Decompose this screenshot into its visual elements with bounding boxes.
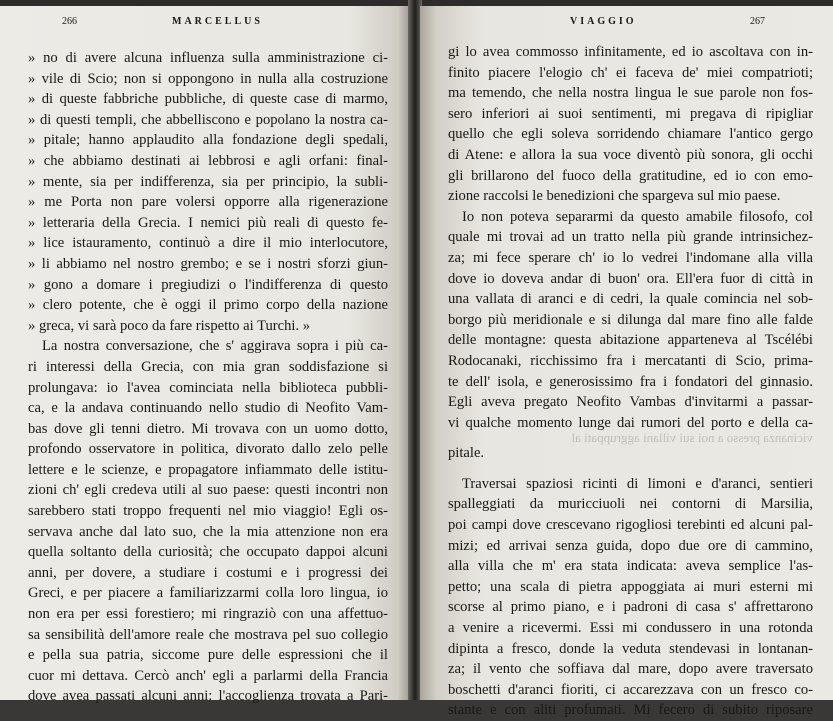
left-page-number: 266: [62, 16, 77, 27]
paragraph-start-line: Traversai spaziosi ricinti di limoni e d'aranci, sentieri: [462, 475, 813, 492]
left-running-head: MARCELLUS: [172, 16, 263, 27]
text-line: » gono a domare i pregiudizi o l'indifferenza di questo: [28, 276, 388, 293]
text-line: zione raccolsi le benedizioni che spargeva sul mio paese.: [448, 188, 781, 205]
text-line: petto; una scala di pietra appoggiata ai muri esterni mi: [448, 578, 813, 595]
text-line: ma temendo, che nella nostra lingua le sue parole non fos-: [448, 85, 813, 102]
text-line: sa sensibilità dell'amore reale che mostrava pel suo collegio: [28, 626, 388, 643]
text-line: gli brillarono del fuoco della gratitudine, ed io con emo-: [448, 167, 813, 184]
text-line: boschetti d'aranci fioriti, ci accarezzava con un fresco co-: [448, 681, 813, 698]
text-line: » mente, sia per indifferenza, sia per principio, la subli-: [28, 173, 388, 190]
text-line: stante e con aliti profumati. Mi fecero di subito riposare: [448, 702, 813, 719]
text-line: Rodocanaki, ricchissimo fra i mercatanti di Scio, prima-: [448, 352, 813, 369]
text-line: dove io doveva andar di buon' ora. Ell'era fuor di città in: [448, 270, 813, 287]
text-line: finito piacere l'elogio ch' ei faceva de' miei compatrioti;: [448, 64, 813, 81]
text-line: sarebbero stati troppo frequenti nel mio viaggio! Egli os-: [28, 503, 388, 520]
text-line: ca, e la andava continuando nello studio di Neofito Vam-: [28, 400, 388, 417]
text-line: » letteraria della Grecia. I nemici più reali di questo fe-: [28, 214, 388, 231]
text-line: e pella sua patria, siccome pure delle espressioni che il: [28, 647, 388, 664]
text-line: Egli aveva pregato Neofito Vambas d'invitarmi a passar-: [448, 394, 813, 411]
text-line: pitale.: [448, 445, 485, 462]
text-line: alla villa che m' era stata indicata: aveva semplice l'as-: [448, 558, 813, 575]
text-line: » clero potente, che è oggi il primo corpo della nazione: [28, 297, 388, 314]
text-line: profondo osservatore in politica, divorato dallo zelo pelle: [28, 441, 388, 458]
text-line: anni, per dovere, a studiare i costumi e i progressi dei: [28, 564, 388, 581]
text-line: mizi; ed arrivai senza guida, dopo due ore di cammino,: [448, 537, 813, 554]
text-line: scorse al primo piano, e i padroni di casa s' affrettarono: [448, 599, 813, 616]
text-line: » lice istauramento, continuò a dire il mio interlocutore,: [28, 235, 388, 252]
left-page: [0, 6, 410, 705]
text-line: » greca, vi sarà poco da fare rispetto ai Turchi. »: [28, 317, 311, 334]
right-page-body: [448, 42, 813, 721]
text-line: una vallata di aranci e di cedri, la quale comincia nel sob-: [448, 291, 813, 308]
text-line: » di questi templi, che abbelliscono e popolano la nostra ca-: [28, 111, 388, 128]
text-line: a venire a ricevermi. Essi mi condussero in una rotonda: [448, 620, 813, 637]
left-page-body: [28, 48, 388, 707]
text-line: zioni ch' egli credeva utili al suo paese: questi incontri non: [28, 482, 388, 499]
text-line: prolungava: io l'avea cominciata nella biblioteca pubbli-: [28, 379, 388, 396]
text-line: dipinta a fresco, donde la veduta stendevasi in lontanan-: [448, 640, 813, 657]
right-running-head: VIAGGIO: [570, 16, 637, 27]
text-line: poi campi dove crescevano rigogliosi terebinti ed alcuni pal-: [448, 517, 813, 534]
text-line: » pitale; hanno applaudito alla fondazione degli spedali,: [28, 132, 388, 149]
text-line: bas dove gli tenni dietro. Mi trovava con un uomo dotto,: [28, 420, 388, 437]
text-line: » no di avere alcuna influenza sulla amministrazione ci-: [28, 50, 388, 66]
text-line: spalleggiati da muricciuoli nei contorni di Marsilia,: [448, 496, 813, 513]
text-line: » vile di Scio; non si oppongono in nulla alla costruzione: [28, 70, 388, 87]
text-line: non era per essi forestiero; mi ringraziò con una affettuo-: [28, 606, 388, 623]
show-through-text: vicinanza presso a noi sui villani aggruppati al: [571, 430, 813, 446]
text-line: quale mi trovai ad un tratto nella più grande intrinsichez-: [448, 229, 813, 246]
text-line: cuor mi dettava. Cercò anch' egli a parlarmi della Francia: [28, 667, 388, 684]
text-line: delle montagne: questa abitazione apparteneva al Tscélébi: [448, 332, 813, 349]
text-line: servava anche dal lato suo, che la mia attenzione non era: [28, 523, 388, 540]
text-line: za; mi fece sperare ch' io lo vedrei l'indomane alla villa: [448, 249, 813, 266]
paragraph-start-line: La nostra conversazione, che s' aggirava sopra i più ca-: [42, 338, 388, 355]
text-line: quella soltanto della curiosità; che occupato dappoi alcuni: [28, 544, 388, 561]
text-line: vi qualche momento lunge dai rumori del porto e della ca-: [448, 414, 813, 431]
text-line: » che abbiamo destinati ai lebbrosi e agli orfani: final-: [28, 152, 388, 169]
text-line: » di queste fabbriche pubbliche, di queste case di marmo,: [28, 91, 388, 108]
text-line: borgo più meridionale e si dilunga dal mare fino alle falde: [448, 311, 813, 328]
text-line: lettere e le scienze, e propagatore infiammato delle istitu-: [28, 461, 388, 478]
text-line: » me Porta non pare volersi opporre alla rigenerazione: [28, 194, 388, 211]
text-line: za; il vento che soffiava dal mare, dopo avere traversato: [448, 661, 813, 678]
text-line: gi lo avea commosso infinitamente, ed io ascoltava con in-: [448, 44, 813, 60]
text-line: ri interessi della Grecia, con mia gran soddisfazione si: [28, 358, 388, 375]
text-line: te dell' isola, e generosissimo fra i fondatori del ginnasio.: [448, 373, 813, 390]
left-page-header: [0, 6, 410, 28]
text-line: dove avea passati alcuni anni: l'accoglienza trovata a Pari-: [28, 688, 388, 705]
right-page-number: 267: [750, 16, 765, 27]
text-line: quello che egli soleva sorridendo chiamare l'antico gergo: [448, 126, 813, 143]
text-line: di Atene: e allora la sua voce diventò più sonora, gli occhi: [448, 146, 813, 163]
right-page-header: [420, 6, 833, 28]
paragraph-start-line: Io non poteva separarmi da questo amabile filosofo, col: [462, 208, 813, 225]
text-line: Greci, e per piacere a familiarizzarmi colla loro lingua, io: [28, 585, 388, 602]
text-line: » li abbiamo nel nostro grembo; e se i nostri sforzi giun-: [28, 255, 388, 272]
right-page: [420, 6, 833, 719]
text-line: sero inferiori ai suoi sentimenti, mi pregava di ripigliar: [448, 105, 813, 122]
